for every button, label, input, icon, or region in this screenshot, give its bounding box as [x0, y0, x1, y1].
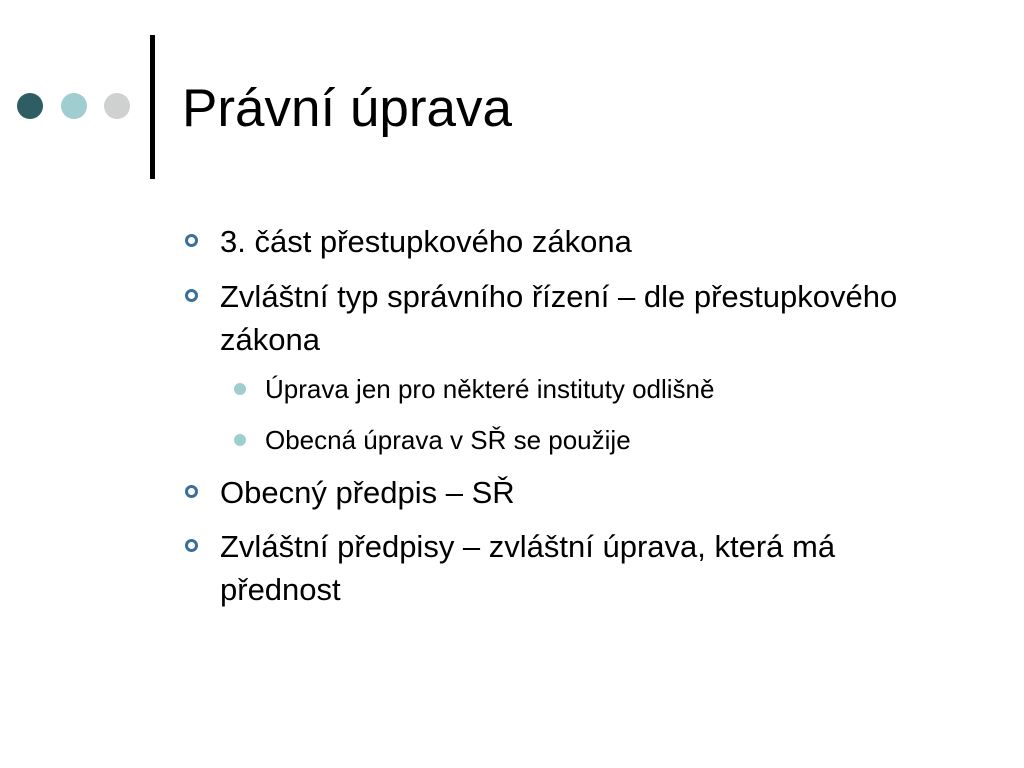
bullet-item [220, 471, 920, 514]
bullet-text: Zvláštní předpisy – zvláštní úprava, která má přednost [220, 529, 836, 607]
slide-title: Právní úprava [182, 79, 512, 138]
bullet-item [220, 525, 920, 611]
disc-bullet-icon [234, 383, 246, 395]
ring-bullet-icon [185, 485, 198, 498]
bullet-text: Obecná úprava v SŘ se použije [265, 425, 631, 455]
bullet-text: Zvláštní typ správního řízení – dle přestupkového zákona [220, 279, 898, 357]
bullet-text: Obecný předpis – SŘ [220, 475, 515, 510]
sub-bullet-item [265, 371, 925, 407]
sub-bullet-item [265, 422, 925, 458]
ring-bullet-icon [185, 234, 198, 247]
disc-bullet-icon [234, 434, 246, 446]
bullet-text: 3. část přestupkového zákona [220, 224, 632, 259]
ring-bullet-icon [185, 539, 198, 552]
bullet-item [220, 275, 920, 361]
bullet-text: Úprava jen pro některé instituty odlišně [265, 374, 715, 404]
bullet-item [220, 220, 920, 263]
ring-bullet-icon [185, 289, 198, 302]
